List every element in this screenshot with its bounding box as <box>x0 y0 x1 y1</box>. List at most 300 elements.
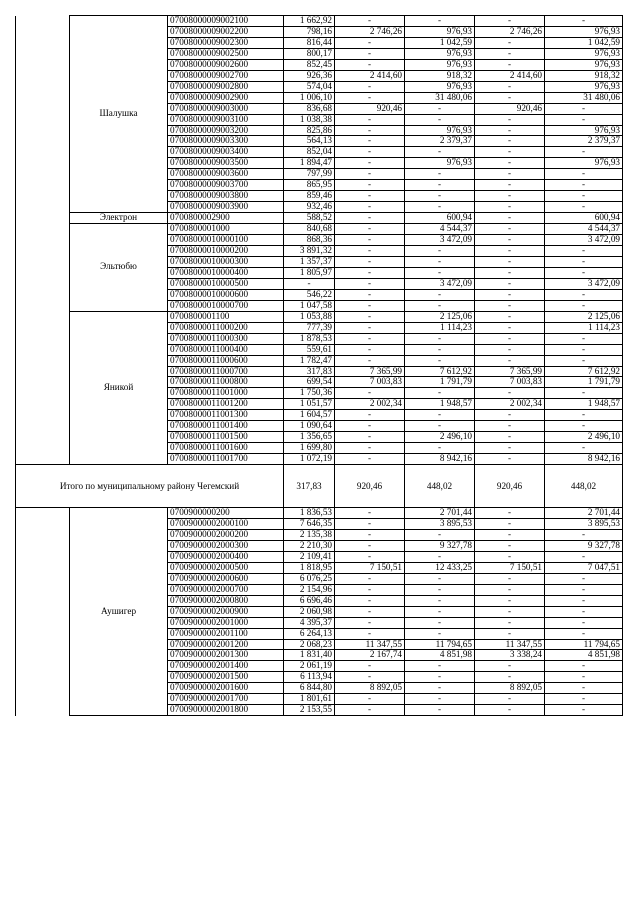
value-cell: 1 750,36 <box>284 388 335 399</box>
value-cell: 574,04 <box>284 81 335 92</box>
value-cell: - <box>545 529 623 540</box>
code-cell: 07009000002000600 <box>168 573 284 584</box>
value-cell: - <box>405 267 475 278</box>
value-cell: - <box>405 672 475 683</box>
value-cell: 2 701,44 <box>545 508 623 519</box>
code-cell: 07009000002000400 <box>168 551 284 562</box>
code-cell: 07009000002001000 <box>168 617 284 628</box>
value-cell: 559,61 <box>284 344 335 355</box>
value-cell: - <box>475 617 545 628</box>
value-cell: 7 047,51 <box>545 562 623 573</box>
blank-cell <box>16 322 70 333</box>
value-cell: - <box>335 191 405 202</box>
value-cell: - <box>335 311 405 322</box>
value-cell: 976,93 <box>545 125 623 136</box>
value-cell: 800,17 <box>284 48 335 59</box>
value-cell: - <box>335 289 405 300</box>
value-cell: - <box>475 311 545 322</box>
value-cell: 1 948,57 <box>545 399 623 410</box>
value-cell: - <box>335 81 405 92</box>
value-cell: - <box>405 355 475 366</box>
code-cell: 07009000002000200 <box>168 529 284 540</box>
value-cell: - <box>405 388 475 399</box>
value-cell: - <box>405 147 475 158</box>
blank-cell <box>16 355 70 366</box>
value-cell: 976,93 <box>545 59 623 70</box>
blank-cell <box>16 573 70 584</box>
value-cell: 926,36 <box>284 70 335 81</box>
total-value: 920,46 <box>335 465 405 508</box>
value-cell: - <box>475 519 545 530</box>
value-cell: - <box>335 606 405 617</box>
value-cell: 7 612,92 <box>405 366 475 377</box>
value-cell: - <box>475 136 545 147</box>
value-cell: 3 472,09 <box>405 278 475 289</box>
value-cell: - <box>475 672 545 683</box>
value-cell: - <box>475 278 545 289</box>
value-cell: 11 794,65 <box>405 639 475 650</box>
value-cell: - <box>405 256 475 267</box>
value-cell: - <box>335 37 405 48</box>
value-cell: 1 878,53 <box>284 333 335 344</box>
value-cell: - <box>335 705 405 716</box>
value-cell: - <box>475 147 545 158</box>
blank-cell <box>16 235 70 246</box>
value-cell: - <box>545 617 623 628</box>
value-cell: 2 414,60 <box>335 70 405 81</box>
value-cell: - <box>335 540 405 551</box>
value-cell: - <box>475 355 545 366</box>
value-cell: - <box>335 180 405 191</box>
code-cell: 07008000009002500 <box>168 48 284 59</box>
value-cell: - <box>475 16 545 27</box>
value-cell: 8 942,16 <box>545 454 623 465</box>
value-cell: - <box>335 213 405 224</box>
value-cell: 2 061,19 <box>284 661 335 672</box>
code-cell: 07008000009003600 <box>168 169 284 180</box>
value-cell: 7 150,51 <box>475 562 545 573</box>
value-cell: 7 365,99 <box>335 366 405 377</box>
value-cell: - <box>335 114 405 125</box>
value-cell: - <box>335 322 405 333</box>
value-cell: 852,45 <box>284 59 335 70</box>
value-cell: - <box>545 443 623 454</box>
code-cell: 07008000009003000 <box>168 103 284 114</box>
value-cell: 699,54 <box>284 377 335 388</box>
value-cell: 976,93 <box>405 125 475 136</box>
blank-cell <box>16 366 70 377</box>
value-cell: 6 113,94 <box>284 672 335 683</box>
value-cell: 6 696,46 <box>284 595 335 606</box>
code-cell: 07008000011001200 <box>168 399 284 410</box>
value-cell: 920,46 <box>475 103 545 114</box>
value-cell: - <box>545 595 623 606</box>
value-cell: - <box>475 508 545 519</box>
blank-cell <box>16 311 70 322</box>
blank-cell <box>16 180 70 191</box>
value-cell: - <box>475 661 545 672</box>
value-cell: 4 851,98 <box>405 650 475 661</box>
code-cell: 07008000009003200 <box>168 125 284 136</box>
table-row <box>16 508 623 519</box>
value-cell: - <box>405 246 475 257</box>
value-cell: 1 699,80 <box>284 443 335 454</box>
blank-cell <box>16 125 70 136</box>
blank-cell <box>16 114 70 125</box>
value-cell: 7 003,83 <box>475 377 545 388</box>
value-cell: - <box>545 169 623 180</box>
value-cell: 798,16 <box>284 26 335 37</box>
code-cell: 07009000002001400 <box>168 661 284 672</box>
code-cell: 07008000009003500 <box>168 158 284 169</box>
value-cell: 7 365,99 <box>475 366 545 377</box>
value-cell: 6 076,25 <box>284 573 335 584</box>
total-label: Итого по муниципальному району Чегемский <box>16 465 284 508</box>
value-cell: - <box>284 278 335 289</box>
value-cell: 836,68 <box>284 103 335 114</box>
code-cell: 07008000011001300 <box>168 410 284 421</box>
value-cell: - <box>545 683 623 694</box>
value-cell: - <box>405 529 475 540</box>
value-cell: - <box>475 606 545 617</box>
value-cell: 12 433,25 <box>405 562 475 573</box>
value-cell: - <box>335 16 405 27</box>
value-cell: - <box>335 617 405 628</box>
blank-cell <box>16 399 70 410</box>
blank-cell <box>16 92 70 103</box>
blank-cell <box>16 70 70 81</box>
blank-cell <box>16 16 70 27</box>
code-cell: 07009000002001600 <box>168 683 284 694</box>
blank-cell <box>16 562 70 573</box>
value-cell: - <box>475 454 545 465</box>
value-cell: 1 805,97 <box>284 267 335 278</box>
value-cell: 976,93 <box>545 81 623 92</box>
code-cell: 07008000009003300 <box>168 136 284 147</box>
value-cell: - <box>405 683 475 694</box>
blank-cell <box>16 37 70 48</box>
value-cell: - <box>475 235 545 246</box>
blank-cell <box>16 639 70 650</box>
value-cell: - <box>335 508 405 519</box>
value-cell: - <box>475 573 545 584</box>
value-cell: 1 038,38 <box>284 114 335 125</box>
code-cell: 07009000002001300 <box>168 650 284 661</box>
value-cell: - <box>405 595 475 606</box>
value-cell: - <box>405 333 475 344</box>
value-cell: - <box>335 246 405 257</box>
blank-cell <box>16 103 70 114</box>
value-cell: - <box>545 103 623 114</box>
value-cell: - <box>335 595 405 606</box>
blank-cell <box>16 551 70 562</box>
code-cell: 07009000002001200 <box>168 639 284 650</box>
code-cell: 07008000010000700 <box>168 300 284 311</box>
value-cell: 2 701,44 <box>405 508 475 519</box>
code-cell: 07009000002000800 <box>168 595 284 606</box>
value-cell: - <box>545 672 623 683</box>
blank-cell <box>16 595 70 606</box>
value-cell: - <box>475 322 545 333</box>
value-cell: 1 042,59 <box>405 37 475 48</box>
value-cell: - <box>475 191 545 202</box>
blank-cell <box>16 683 70 694</box>
blank-cell <box>16 508 70 519</box>
value-cell: - <box>335 202 405 213</box>
value-cell: 1 894,47 <box>284 158 335 169</box>
value-cell: - <box>475 421 545 432</box>
value-cell: - <box>335 169 405 180</box>
value-cell: 1 831,40 <box>284 650 335 661</box>
value-cell: 976,93 <box>545 48 623 59</box>
value-cell: - <box>475 256 545 267</box>
value-cell: 976,93 <box>545 158 623 169</box>
code-cell: 0700800001100 <box>168 311 284 322</box>
value-cell: 920,46 <box>335 103 405 114</box>
blank-cell <box>16 333 70 344</box>
value-cell: - <box>335 333 405 344</box>
value-cell: - <box>335 672 405 683</box>
code-cell: 07008000011000600 <box>168 355 284 366</box>
value-cell: - <box>475 432 545 443</box>
code-cell: 07008000011000300 <box>168 333 284 344</box>
blank-cell <box>16 59 70 70</box>
value-cell: - <box>405 180 475 191</box>
value-cell: 1 072,19 <box>284 454 335 465</box>
table-row <box>16 311 623 322</box>
blank-cell <box>16 443 70 454</box>
value-cell: 2 379,37 <box>405 136 475 147</box>
value-cell: 2 496,10 <box>545 432 623 443</box>
value-cell: 7 150,51 <box>335 562 405 573</box>
value-cell: - <box>405 202 475 213</box>
value-cell: 777,39 <box>284 322 335 333</box>
value-cell: - <box>475 540 545 551</box>
value-cell: 600,94 <box>405 213 475 224</box>
blank-cell <box>16 147 70 158</box>
code-cell: 07009000002001700 <box>168 694 284 705</box>
blank-cell <box>16 606 70 617</box>
value-cell: 1 662,92 <box>284 16 335 27</box>
value-cell: - <box>335 388 405 399</box>
value-cell: - <box>335 136 405 147</box>
blank-cell <box>16 48 70 59</box>
value-cell: - <box>545 16 623 27</box>
code-cell: 07008000010000400 <box>168 267 284 278</box>
total-value: 448,02 <box>545 465 623 508</box>
value-cell: 976,93 <box>405 81 475 92</box>
value-cell: 3 472,09 <box>545 278 623 289</box>
code-cell: 07009000002000500 <box>168 562 284 573</box>
total-value: 448,02 <box>405 465 475 508</box>
value-cell: - <box>335 125 405 136</box>
value-cell: - <box>405 573 475 584</box>
value-cell: 840,68 <box>284 224 335 235</box>
value-cell: 1 051,57 <box>284 399 335 410</box>
value-cell: 2 153,55 <box>284 705 335 716</box>
value-cell: 1 836,53 <box>284 508 335 519</box>
value-cell: - <box>545 267 623 278</box>
value-cell: - <box>405 617 475 628</box>
value-cell: - <box>335 551 405 562</box>
table-row <box>16 213 623 224</box>
value-cell: 4 544,37 <box>545 224 623 235</box>
value-cell: 9 327,78 <box>545 540 623 551</box>
value-cell: - <box>545 551 623 562</box>
code-cell: 07008000009002900 <box>168 92 284 103</box>
value-cell: 976,93 <box>405 59 475 70</box>
value-cell: 1 356,65 <box>284 432 335 443</box>
value-cell: - <box>405 628 475 639</box>
blank-cell <box>16 289 70 300</box>
code-cell: 07008000011001600 <box>168 443 284 454</box>
value-cell: - <box>335 92 405 103</box>
value-cell: - <box>335 267 405 278</box>
value-cell: - <box>545 705 623 716</box>
value-cell: - <box>545 114 623 125</box>
value-cell: 4 395,37 <box>284 617 335 628</box>
total-value: 920,46 <box>475 465 545 508</box>
value-cell: - <box>475 125 545 136</box>
code-cell: 07008000009002600 <box>168 59 284 70</box>
value-cell: - <box>475 300 545 311</box>
value-cell: 1 801,61 <box>284 694 335 705</box>
code-cell: 07008000009002800 <box>168 81 284 92</box>
value-cell: - <box>475 388 545 399</box>
value-cell: - <box>475 628 545 639</box>
code-cell: 07008000009003700 <box>168 180 284 191</box>
value-cell: 2 125,06 <box>405 311 475 322</box>
value-cell: - <box>335 147 405 158</box>
value-cell: 8 892,05 <box>475 683 545 694</box>
value-cell: 3 472,09 <box>405 235 475 246</box>
value-cell: - <box>335 443 405 454</box>
value-cell: - <box>475 114 545 125</box>
value-cell: - <box>335 300 405 311</box>
blank-cell <box>16 202 70 213</box>
value-cell: 11 347,55 <box>475 639 545 650</box>
value-cell: 7 612,92 <box>545 366 623 377</box>
value-cell: - <box>545 584 623 595</box>
settlement-name: Яникой <box>70 311 168 464</box>
blank-cell <box>16 454 70 465</box>
code-cell: 07008000011000700 <box>168 366 284 377</box>
value-cell: - <box>405 16 475 27</box>
value-cell: - <box>545 606 623 617</box>
value-cell: 9 327,78 <box>405 540 475 551</box>
code-cell: 07008000009002300 <box>168 37 284 48</box>
value-cell: - <box>405 421 475 432</box>
value-cell: - <box>335 519 405 530</box>
blank-cell <box>16 344 70 355</box>
blank-cell <box>16 26 70 37</box>
value-cell: - <box>475 705 545 716</box>
value-cell: - <box>335 344 405 355</box>
value-cell: - <box>475 289 545 300</box>
blank-cell <box>16 388 70 399</box>
value-cell: - <box>545 202 623 213</box>
value-cell: 31 480,06 <box>405 92 475 103</box>
value-cell: 3 338,24 <box>475 650 545 661</box>
table-row <box>16 16 623 27</box>
value-cell: - <box>405 443 475 454</box>
blank-cell <box>16 661 70 672</box>
value-cell: - <box>545 573 623 584</box>
value-cell: 2 135,38 <box>284 529 335 540</box>
value-cell: 3 895,53 <box>545 519 623 530</box>
code-cell: 07009000002000100 <box>168 519 284 530</box>
value-cell: - <box>545 180 623 191</box>
code-cell: 0700900000200 <box>168 508 284 519</box>
code-cell: 07008000011001000 <box>168 388 284 399</box>
blank-cell <box>16 584 70 595</box>
value-cell: - <box>405 694 475 705</box>
value-cell: - <box>405 661 475 672</box>
code-cell: 07008000009002100 <box>168 16 284 27</box>
code-cell: 07008000010000100 <box>168 235 284 246</box>
blank-cell <box>16 256 70 267</box>
value-cell: 976,93 <box>405 158 475 169</box>
code-cell: 07008000011001400 <box>168 421 284 432</box>
value-cell: - <box>335 694 405 705</box>
value-cell: 2 060,98 <box>284 606 335 617</box>
code-cell: 07008000010000500 <box>168 278 284 289</box>
value-cell: 31 480,06 <box>545 92 623 103</box>
code-cell: 07009000002001800 <box>168 705 284 716</box>
blank-cell <box>16 267 70 278</box>
code-cell: 07008000011000800 <box>168 377 284 388</box>
total-value: 317,83 <box>284 465 335 508</box>
value-cell: 2 210,30 <box>284 540 335 551</box>
blank-cell <box>16 650 70 661</box>
value-cell: - <box>545 410 623 421</box>
value-cell: - <box>545 333 623 344</box>
total-row <box>16 465 623 508</box>
value-cell: 2 002,34 <box>335 399 405 410</box>
blank-cell <box>16 213 70 224</box>
settlement-name: Эльтюбю <box>70 224 168 312</box>
value-cell: - <box>475 246 545 257</box>
value-cell: 3 895,53 <box>405 519 475 530</box>
value-cell: - <box>545 289 623 300</box>
value-cell: - <box>475 37 545 48</box>
value-cell: 2 746,26 <box>475 26 545 37</box>
value-cell: 7 646,35 <box>284 519 335 530</box>
value-cell: - <box>475 443 545 454</box>
value-cell: - <box>335 256 405 267</box>
value-cell: - <box>335 421 405 432</box>
value-cell: 3 472,09 <box>545 235 623 246</box>
code-cell: 07008000009003400 <box>168 147 284 158</box>
blank-cell <box>16 224 70 235</box>
value-cell: 3 891,32 <box>284 246 335 257</box>
code-cell: 07008000009003900 <box>168 202 284 213</box>
value-cell: - <box>405 606 475 617</box>
value-cell: 1 053,88 <box>284 311 335 322</box>
value-cell: 8 892,05 <box>335 683 405 694</box>
value-cell: 976,93 <box>405 48 475 59</box>
value-cell: 1 357,37 <box>284 256 335 267</box>
code-cell: 07009000002001500 <box>168 672 284 683</box>
value-cell: - <box>475 180 545 191</box>
blank-cell <box>16 136 70 147</box>
code-cell: 07008000011000200 <box>168 322 284 333</box>
table-body <box>16 16 623 716</box>
value-cell: - <box>475 59 545 70</box>
code-cell: 07008000009003100 <box>168 114 284 125</box>
blank-cell <box>16 529 70 540</box>
value-cell: 588,52 <box>284 213 335 224</box>
